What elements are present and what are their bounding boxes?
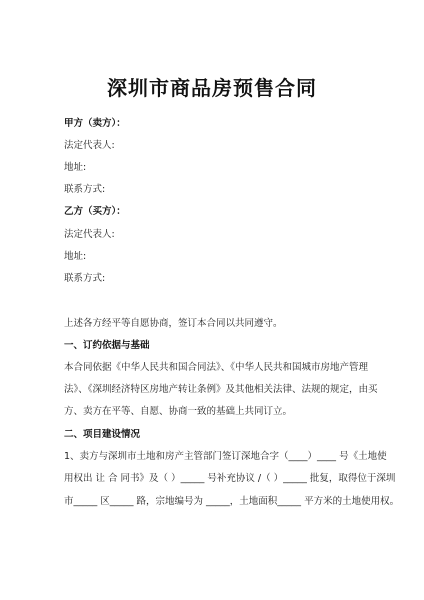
section1-heading: 一、订约依据与基础 — [64, 340, 150, 351]
section1-line: 法》、《深圳经济特区房地产转让条例》及其他相关法律、法规的规定，由买 — [64, 384, 378, 395]
section1-line: 本合同依据《中华人民共和国合同法》、《中华人民共和国城市房地产管理 — [64, 362, 369, 373]
section2-line: 1、卖方与深圳市土地和房产主管部门签订深地合字（____）____ 号《土地使 — [64, 451, 387, 462]
party-a-rep: 法定代表人: — [64, 140, 115, 151]
party-b-rep: 法定代表人: — [64, 229, 115, 240]
party-a-heading: 甲方（卖方）： — [64, 118, 126, 129]
section2-line: 市_____ 区_____ 路，宗地编号为 _____，土地面积_____ 平方米的土地使用权。 — [64, 496, 400, 507]
party-b-address: 地址: — [64, 251, 87, 262]
section2-heading: 二、项目建设情况 — [64, 429, 141, 440]
party-a-contact: 联系方式: — [64, 184, 106, 195]
party-b-heading: 乙方（买方）： — [64, 206, 126, 217]
document-title: 深圳市商品房预售合同 — [107, 76, 317, 100]
party-b-contact: 联系方式: — [64, 273, 106, 284]
section1-line: 方、卖方在平等、自愿、协商一致的基础上共同订立。 — [64, 406, 293, 417]
intro-text: 上述各方经平等自愿协商，签订本合同以共同遵守。 — [64, 318, 283, 329]
party-a-address: 地址: — [64, 162, 87, 173]
section2-line: 用权出 让 合 同书》及（ ）_____ 号补充协议 /（ ）_____ 批复，取得位于深圳 — [64, 473, 396, 484]
